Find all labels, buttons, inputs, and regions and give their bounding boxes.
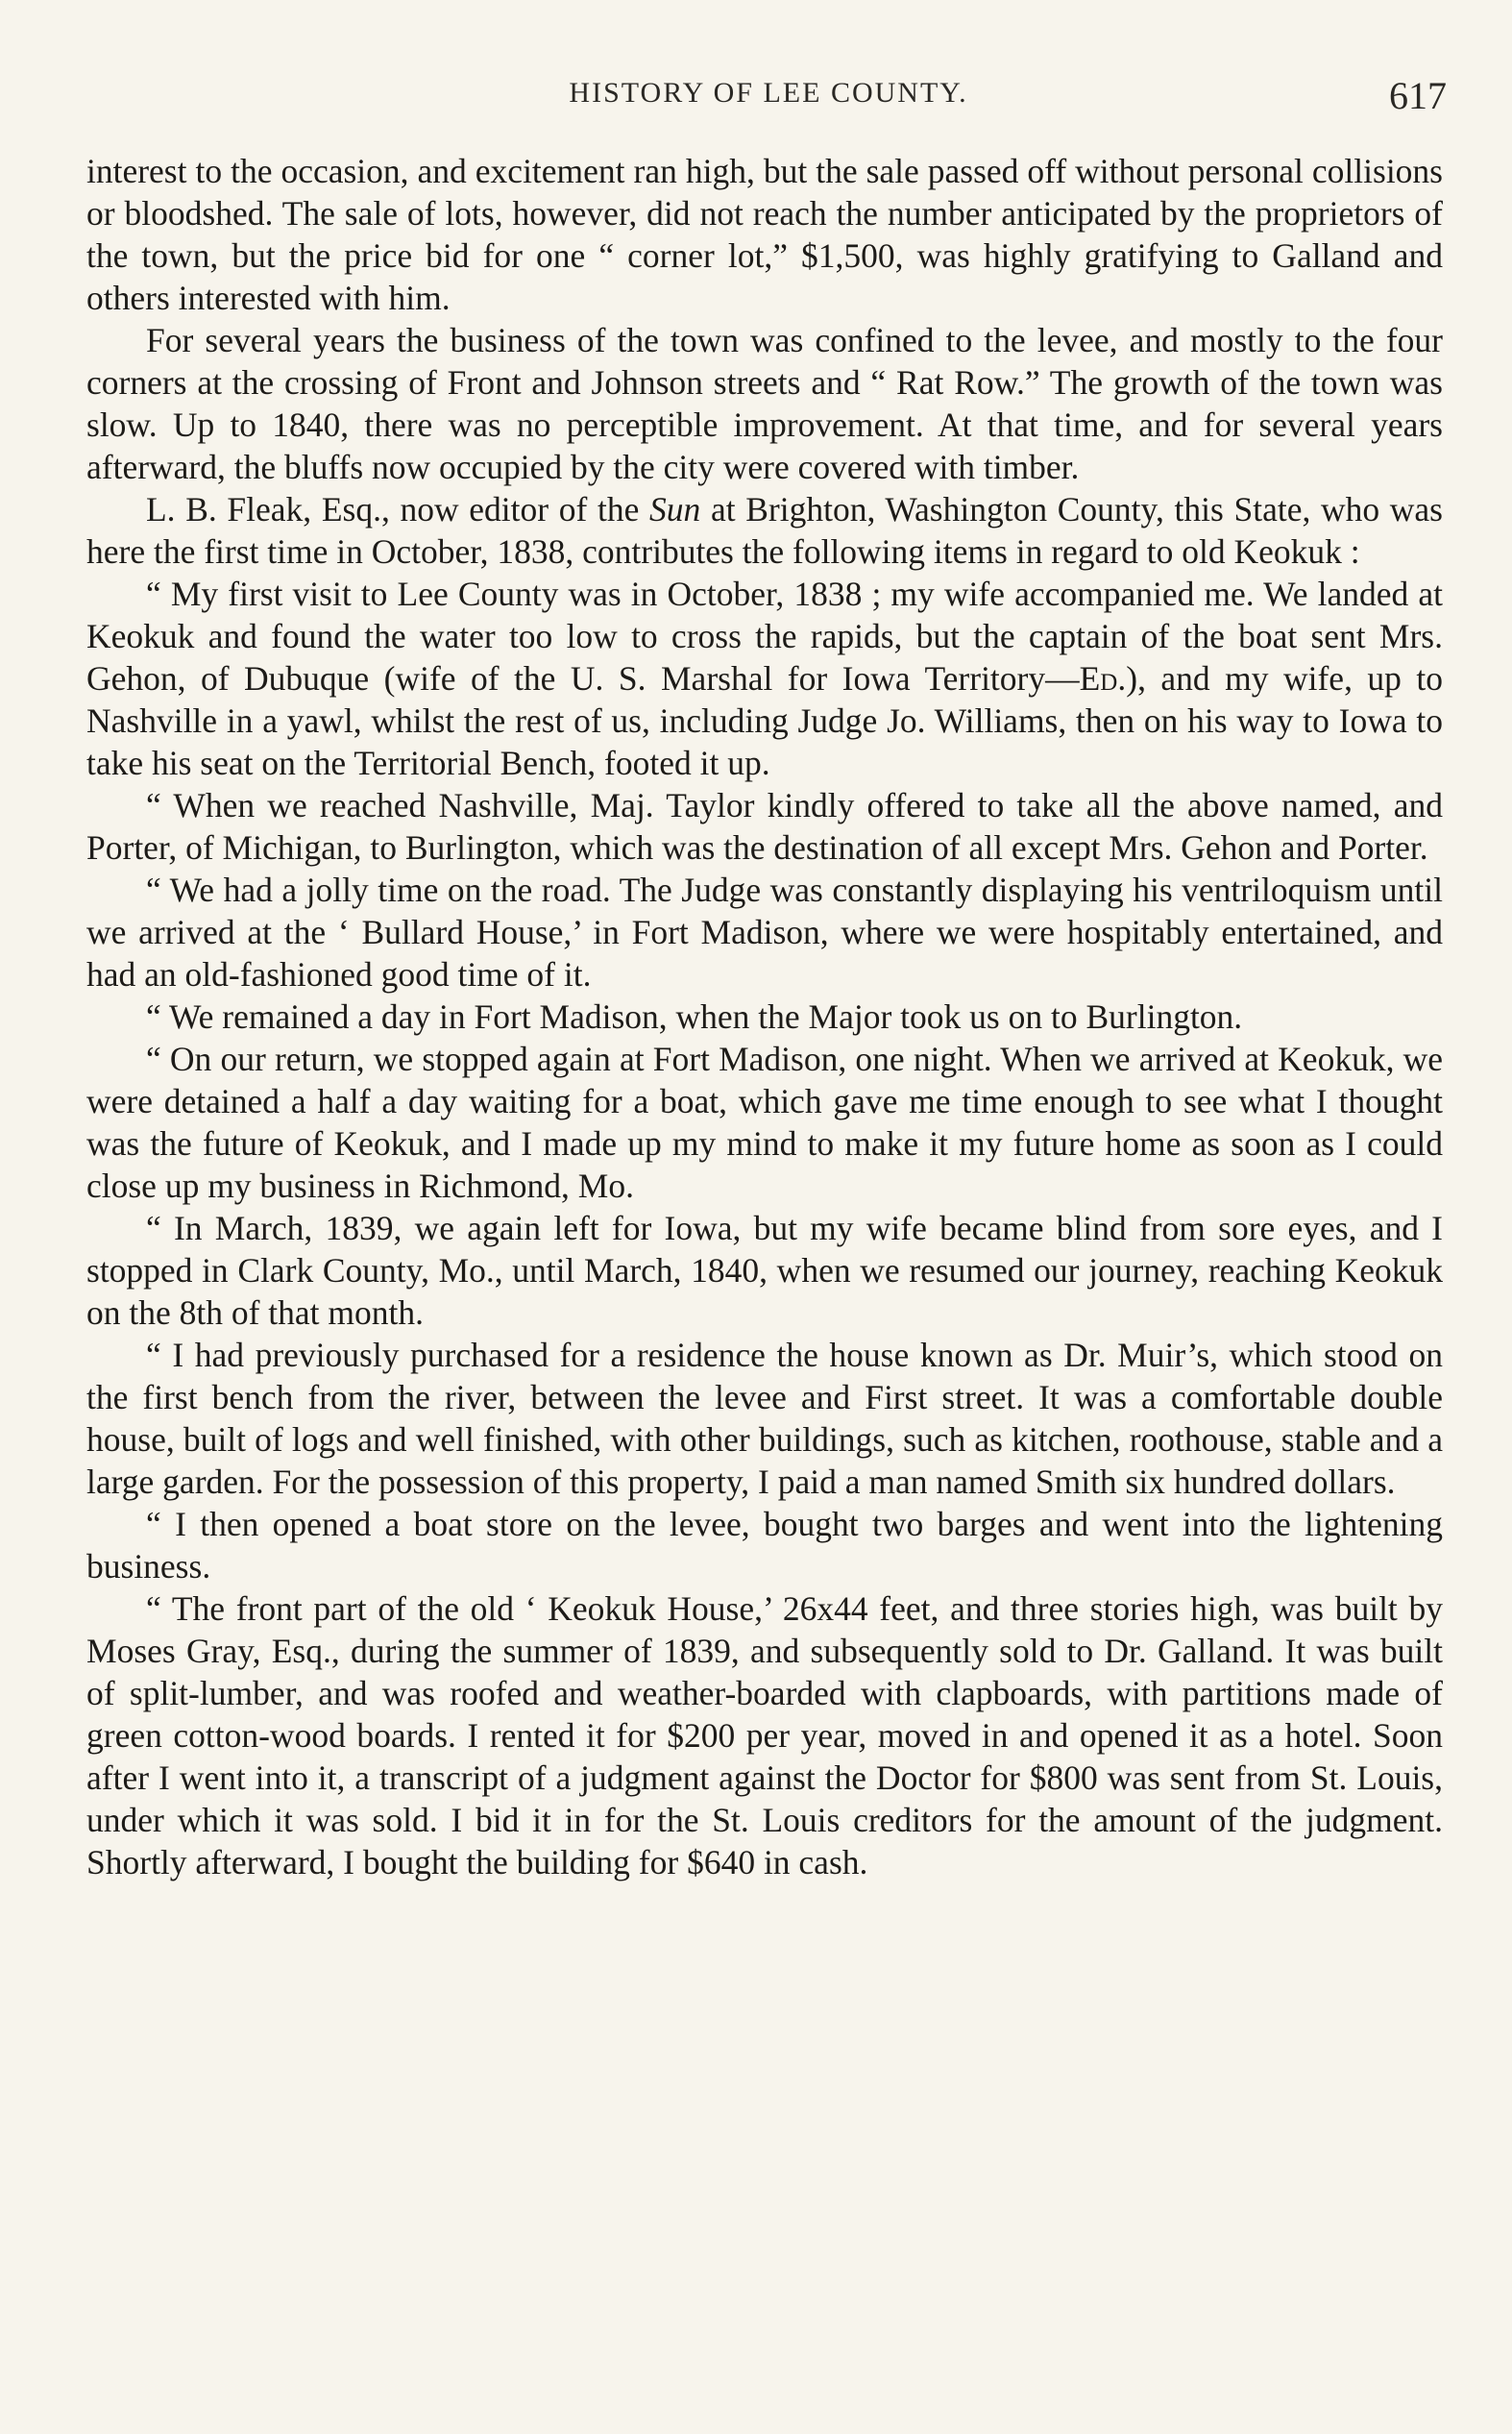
paragraph: [86, 488, 1443, 573]
paragraph: [86, 573, 1443, 784]
newspaper-name: Sun: [649, 490, 701, 529]
paragraph: For several years the business of the town was confined to the levee, and mostly to the four corners at the crossing of Front and Johnson streets and “ Rat Row.” The growth of the town was slow. Up to 1840, there was no perceptible improvement. At that time, and for several years afterward, the bluffs now occupied by the city were covered with timber.: [86, 321, 1443, 486]
editor-note: Ed.: [1079, 659, 1127, 698]
body-text: [86, 150, 1443, 1883]
paragraph: “ We remained a day in Fort Madison, when the Major took us on to Burlington.: [146, 997, 1243, 1036]
paragraph: interest to the occasion, and excitement ran high, but the sale passed off without personal collisions or bloodshed. The sale of lots, however, did not reach the number anticipated by the proprietors of the town, but the price bid for one “ corner lot,” $1,500, was highly gratifying to Galland and others interested with him.: [86, 152, 1443, 317]
paragraph: “ When we reached Nashville, Maj. Taylor kindly offered to take all the above named, and Porter, of Michigan, to Burlington, which was the destination of all except Mrs. Gehon and Porter.: [86, 786, 1443, 867]
text-run: at Brighton, Washington County, this State, who was here the first time in October, 1838, contributes the following items in regard to old Keokuk :: [86, 490, 1443, 571]
page-title: HISTORY OF LEE COUNTY.: [569, 77, 968, 109]
paragraph: “ I then opened a boat store on the levee, bought two barges and went into the lightening business.: [86, 1505, 1443, 1586]
page-number: 617: [1389, 74, 1447, 117]
text-run: L. B. Fleak, Esq., now editor of the: [146, 490, 650, 529]
paragraph: “ On our return, we stopped again at Fort Madison, one night. When we arrived at Keokuk, we were detained a half a day waiting for a boat, which gave me time enough to see what I thought was the future of Keokuk, and I made up my mind to make it my future home as soon as I could close up my business in Richmond, Mo.: [86, 1040, 1443, 1205]
paragraph: “ In March, 1839, we again left for Iowa, but my wife became blind from sore eyes, and I stopped in Clark County, Mo., until March, 1840, when we resumed our journey, reaching Keokuk on the 8th of that month.: [86, 1209, 1443, 1332]
paragraph: “ I had previously purchased for a residence the house known as Dr. Muir’s, which stood on the first bench from the river, between the levee and First street. It was a comfortable double house, built of logs and well finished, with other buildings, such as kitchen, roothouse, stable and a large garden. For the possession of this property, I paid a man named Smith six hundred dollars.: [86, 1336, 1443, 1501]
text-run: ), and my wife, up to Nashville in a yawl, whilst the rest of us, including Judge Jo. Williams, then on his way to Iowa to take his seat on the Territorial Bench, footed it up.: [86, 659, 1444, 782]
paragraph: “ We had a jolly time on the road. The Judge was constantly displaying his ventriloquism until we arrived at the ‘ Bullard House,’ in Fort Madison, where we were hospitably entertained, and had an old-fashioned good time of it.: [86, 871, 1443, 994]
paragraph: “ The front part of the old ‘ Keokuk House,’ 26x44 feet, and three stories high, was built by Moses Gray, Esq., during the summer of 1839, and subsequently sold to Dr. Galland. It was built of split-lumber, and was roofed and weather-boarded with clapboards, with partitions made of green cotton-wood boards. I rented it for $200 per year, moved in and opened it as a hotel. Soon after I went into it, a transcript of a judgment against the Doctor for $800 was sent from St. Louis, under which it was sold. I bid it in for the St. Louis creditors for the amount of the judgment. Shortly afterward, I bought the building for $640 in cash.: [86, 1589, 1443, 1881]
running-head: [86, 74, 1451, 125]
text-run: “ My first visit to Lee County was in October, 1838 ; my wife accompanied me. We landed at Keokuk and found the water too low to cross the rapids, but the captain of the boat sent Mrs. Gehon, of Dubuque (wife of the U. S. Marshal for Iowa Territory—: [86, 575, 1443, 698]
